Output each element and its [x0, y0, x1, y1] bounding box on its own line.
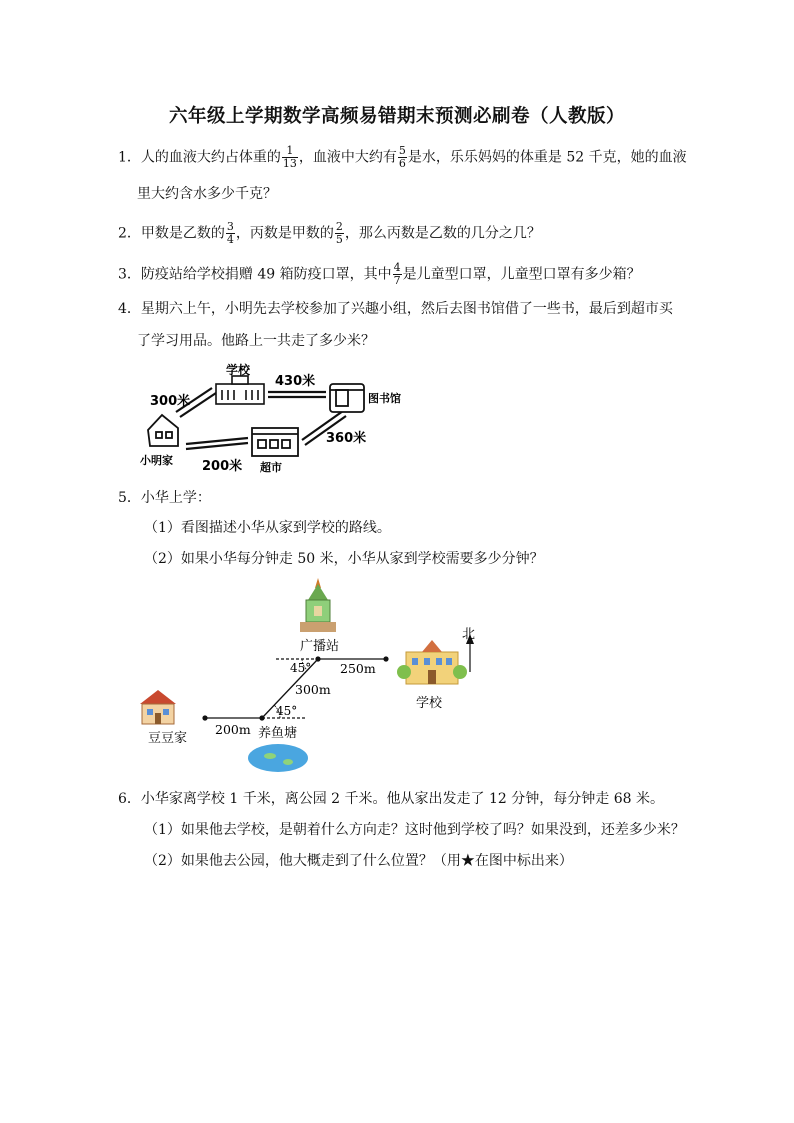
label-pond: 养鱼塘	[258, 726, 298, 741]
question-6-part-2: （2）如果他去公园，他大概走到了什么位置？（用★在图中标出来）	[144, 853, 573, 869]
numerator: 3	[226, 220, 234, 233]
angle-bottom: 45°	[276, 704, 298, 718]
label-market: 超市	[260, 461, 282, 474]
question-text: 是儿童型口罩，儿童型口罩有多少箱？	[402, 266, 641, 283]
point-school	[383, 656, 388, 661]
label-library: 图书馆	[368, 392, 401, 405]
question-1	[118, 145, 687, 170]
question-number: 3．	[118, 266, 141, 283]
question-6	[118, 789, 664, 809]
station-icon	[300, 578, 336, 632]
route-map-5	[130, 572, 490, 784]
denominator: 4	[226, 233, 234, 246]
distance-station-school: 250m	[340, 661, 376, 676]
fraction	[393, 262, 402, 287]
distance-home-market: 200米	[202, 459, 243, 474]
question-5	[118, 488, 211, 508]
question-text: ，那么丙数是乙数的几分之几？	[344, 225, 541, 242]
numerator: 4	[393, 261, 401, 274]
market-icon	[252, 428, 298, 456]
question-text: 人的血液大约占体重的	[140, 149, 281, 166]
question-number: 2．	[118, 225, 141, 242]
question-text: ，血液中大约有	[298, 149, 397, 166]
question-text: ，丙数是甲数的	[235, 225, 334, 242]
school-icon	[216, 376, 264, 404]
library-icon	[330, 384, 364, 412]
question-4	[118, 299, 673, 319]
distance-home-pond: 200m	[215, 722, 251, 737]
label-station: 广播站	[300, 639, 340, 654]
label-north: 北	[462, 627, 476, 642]
point-home	[202, 715, 207, 720]
distance-home-school: 300米	[150, 394, 191, 409]
question-number: 5．	[118, 490, 141, 506]
question-text: 防疫站给学校捐赠 49 箱防疫口罩，其中	[140, 266, 392, 283]
question-text: 甲数是乙数的	[140, 225, 225, 242]
question-number: 6．	[118, 791, 141, 807]
distance-library-market: 360米	[326, 431, 367, 446]
question-text: 小华上学：	[140, 490, 211, 506]
denominator: 13	[282, 157, 297, 170]
fraction	[282, 145, 298, 170]
numerator: 1	[282, 145, 298, 158]
fraction	[398, 145, 407, 170]
question-number: 1．	[118, 149, 141, 166]
school-icon	[397, 640, 467, 684]
question-5-part-2: （2）如果小华每分钟走 50 米，小华从家到学校需要多少分钟？	[144, 551, 544, 567]
question-text: 是水，乐乐妈妈的体重是 52 千克，她的血液	[407, 149, 687, 166]
page-title: 六年级上学期数学高频易错期末预测必刷卷（人教版）	[168, 106, 625, 127]
house-icon	[148, 415, 178, 446]
question-4-line-2: 了学习用品。他路上一共走了多少米？	[137, 333, 375, 349]
label-school: 学校	[416, 696, 443, 711]
question-text: 小华家离学校 1 千米，离公园 2 千米。他从家出发走了 12 分钟，每分钟走 68 米。	[140, 791, 664, 807]
distance-school-library: 430米	[275, 374, 316, 389]
question-5-part-1: （1）看图描述小华从家到学校的路线。	[144, 520, 391, 536]
denominator: 7	[393, 274, 401, 287]
angle-top: 45°	[290, 661, 312, 675]
numerator: 2	[335, 220, 343, 233]
pond-icon	[248, 744, 308, 772]
label-home: 小明家	[140, 454, 173, 467]
question-text: 星期六上午，小明先去学校参加了兴趣小组，然后去图书馆借了一些书，最后到超市买	[140, 301, 673, 317]
point-pond	[259, 715, 264, 720]
fraction	[226, 221, 235, 246]
question-3	[118, 262, 641, 287]
point-station	[315, 656, 320, 661]
fraction	[335, 221, 344, 246]
question-6-part-1: （1）如果他去学校，是朝着什么方向走？这时他到学校了吗？如果没到，还差多少米？	[144, 822, 685, 838]
denominator: 6	[398, 157, 406, 170]
house-icon	[140, 690, 176, 724]
route-map-4	[138, 360, 408, 478]
numerator: 5	[398, 144, 406, 157]
question-number: 4．	[118, 301, 141, 317]
distance-pond-station: 300m	[295, 682, 331, 697]
label-school: 学校	[226, 363, 251, 377]
question-1-line-2: 里大约含水多少千克？	[137, 186, 277, 202]
denominator: 5	[335, 233, 343, 246]
label-home: 豆豆家	[148, 731, 188, 746]
question-2	[118, 221, 541, 246]
